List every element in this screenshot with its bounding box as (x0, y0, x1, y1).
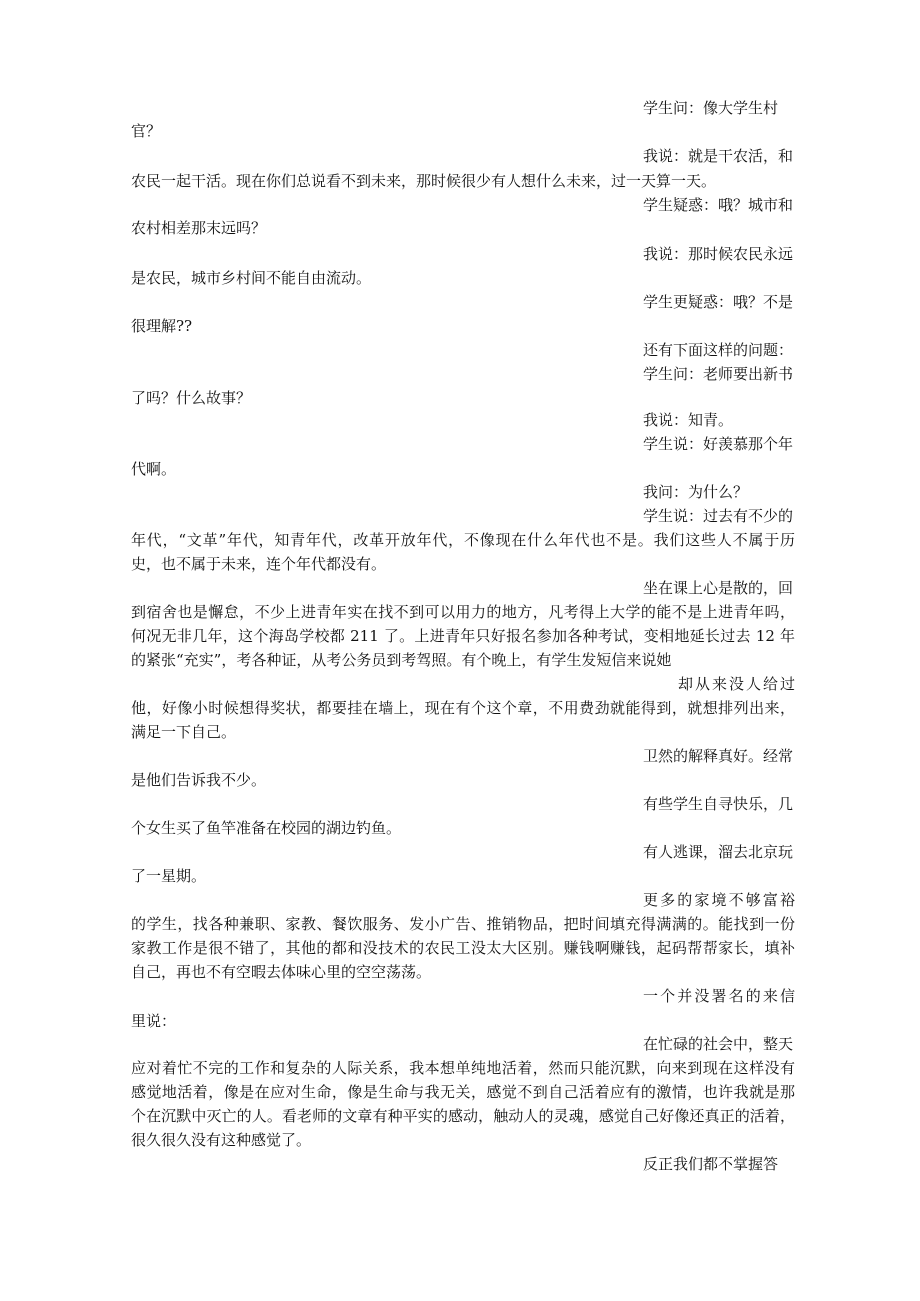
text-line: 学生说：过去有不少的 (643, 507, 794, 525)
text-line: 很久很久没有这种感觉了。 (131, 1131, 312, 1149)
text-line: 有些学生自寻快乐，几 (643, 795, 794, 813)
text-line: 了一星期。 (131, 867, 207, 885)
text-line: 个女生买了鱼竿准备在校园的湖边钓鱼。 (131, 819, 402, 837)
text-line: 他，好像小时候想得奖状，都要挂在墙上，现在有个这个章，不用费劲就能得到，就想排列出来， (131, 699, 795, 717)
text-line: 农村相差那末远吗？ (131, 219, 267, 237)
text-line: 应对着忙不完的工作和复杂的人际关系，我本想单纯地活着，然而只能沉默，向来到现在这样没有 (131, 1059, 795, 1077)
text-line: 卫然的解释真好。经常 (643, 747, 794, 765)
text-line: 的学生，找各种兼职、家教、餐饮服务、发小广告、推销物品，把时间填充得满满的。能找到一份 (131, 915, 795, 933)
text-line: 学生更疑惑：哦？不是 (643, 293, 794, 311)
text-line: 在忙碌的社会中，整天 (643, 1035, 794, 1053)
text-line: 年代，“文革”年代，知青年代，改革开放年代，不像现在什么年代也不是。我们这些人不属于历 (131, 531, 795, 549)
text-line: 是农民，城市乡村间不能自由流动。 (131, 269, 372, 287)
text-line: 代啊。 (131, 460, 177, 478)
text-line: 我说：知青。 (643, 411, 734, 429)
text-line: 官？ (131, 122, 162, 140)
text-line: 学生问：像大学生村 (643, 99, 779, 117)
text-line: 学生问：老师要出新书 (643, 365, 794, 383)
text-line: 到宿舍也是懈怠，不少上进青年实在找不到可以用力的地方，凡考得上大学的能不是上进青年吗， (131, 603, 795, 621)
text-line: 我问：为什么？ (643, 483, 749, 501)
text-line: 个在沉默中灭亡的人。看老师的文章有种平实的感动，触动人的灵魂，感觉自己好像还真正的活着， (131, 1107, 795, 1125)
text-line: 自己，再也不有空暇去体味心里的空空荡荡。 (131, 963, 432, 981)
text-line: 何况无非几年，这个海岛学校都 211 了。上进青年只好报名参加各种考试，变相地延长过去 12 年 (131, 627, 795, 645)
text-line: 史，也不属于未来，连个年代都没有。 (131, 555, 387, 573)
text-line: 学生说：好羡慕那个年 (643, 435, 794, 453)
text-line: 的紧张“充实”，考各种证，从考公务员到考驾照。有个晚上，有学生发短信来说她 (131, 651, 672, 669)
text-line: 感觉地活着，像是在应对生命，像是生命与我无关，感觉不到自己活着应有的激情，也许我就是那 (131, 1083, 795, 1101)
text-line: 反正我们都不掌握答 (643, 1155, 779, 1173)
text-line: 家教工作是很不错了，其他的都和没技术的农民工没太大区别。赚钱啊赚钱，起码帮帮家长，填补 (131, 939, 795, 957)
text-line: 我说：那时候农民永远 (643, 245, 794, 263)
text-line: 满足一下自己。 (131, 723, 237, 741)
text-line: 有人逃课，溜去北京玩 (643, 843, 794, 861)
text-line: 还有下面这样的问题： (643, 341, 794, 359)
text-line: 了吗？什么故事？ (131, 389, 252, 407)
text-line: 一个并没署名的来信 (643, 987, 795, 1005)
text-line: 却从来没人给过 (678, 675, 795, 693)
text-line: 里说： (131, 1012, 177, 1030)
text-line: 很理解?? (131, 317, 193, 335)
text-line: 是他们告诉我不少。 (131, 771, 267, 789)
text-line: 农民一起干活。现在你们总说看不到未来，那时候很少有人想什么未来，过一天算一天。 (131, 172, 717, 190)
text-line: 更多的家境不够富裕 (643, 891, 795, 909)
text-line: 坐在课上心是散的，回 (643, 579, 794, 597)
text-line: 我说：就是干农活，和 (643, 147, 794, 165)
text-line: 学生疑惑：哦？城市和 (643, 196, 794, 214)
